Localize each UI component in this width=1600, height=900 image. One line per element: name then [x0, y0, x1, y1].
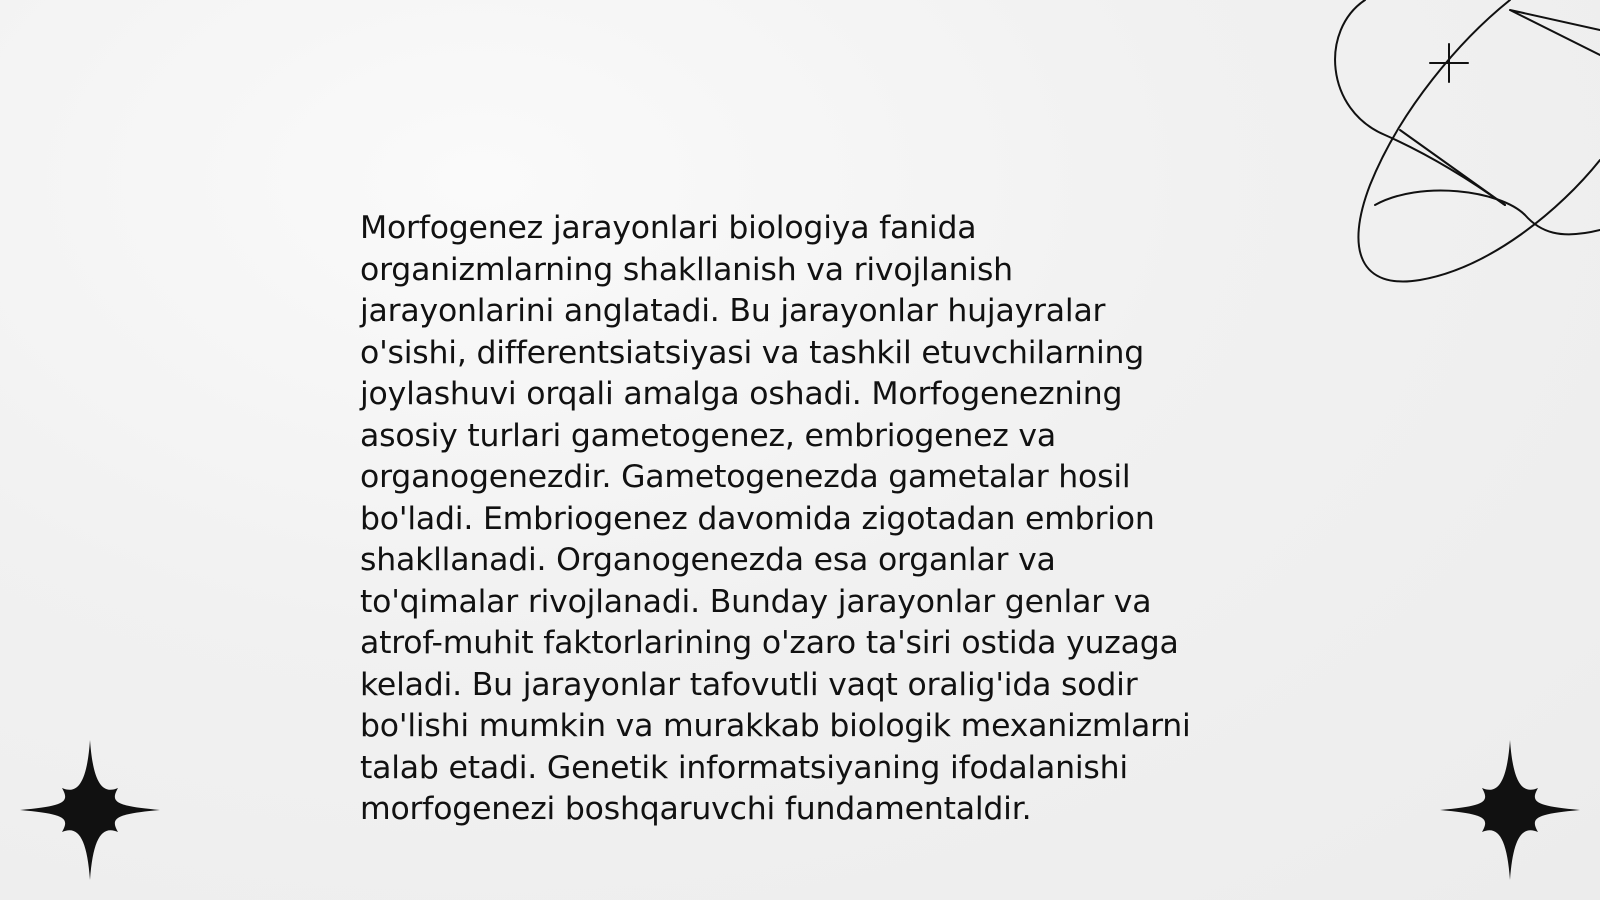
- paragraph-line: bo'ladi. Embriogenez davomida zigotadan embrion: [360, 500, 1155, 537]
- paragraph-line: organizmlarning shakllanish va rivojlanish: [360, 251, 1013, 288]
- paragraph-line: joylashuvi orqali amalga oshadi. Morfogenezning: [360, 376, 1123, 412]
- paragraph-line: asosiy turlari gametogenez, embriogenez va: [360, 417, 1056, 454]
- body-paragraph: [360, 208, 1240, 831]
- paragraph-line: morfogenezi boshqaruvchi fundamentaldir.: [360, 791, 1032, 827]
- paragraph-line: bo'lishi mumkin va murakkab biologik mexanizmlarni: [360, 708, 1191, 744]
- paragraph-line: organogenezdir. Gametogenezda gametalar hosil: [360, 459, 1131, 495]
- paragraph-line: atrof-muhit faktorlarining o'zaro ta'siri ostida yuzaga: [360, 625, 1179, 661]
- paragraph-line: o'sishi, differentsiatsiyasi va tashkil etuvchilarning: [360, 334, 1145, 371]
- paragraph-line: talab etadi. Genetik informatsiyaning ifodalanishi: [360, 749, 1128, 786]
- paragraph-line: keladi. Bu jarayonlar tafovutli vaqt oralig'ida sodir: [360, 666, 1138, 703]
- paragraph-line: shakllanadi. Organogenezda esa organlar va: [360, 542, 1056, 578]
- four-point-star-icon: [1440, 740, 1580, 880]
- paragraph-line: Morfogenez jarayonlari biologiya fanida: [360, 210, 977, 246]
- paragraph-line: jarayonlarini anglatadi. Bu jarayonlar hujayralar: [360, 293, 1106, 329]
- four-point-star-icon: [20, 740, 160, 880]
- orbit-lines-icon: [1320, 0, 1600, 300]
- paragraph-line: to'qimalar rivojlanadi. Bunday jarayonlar genlar va: [360, 583, 1152, 620]
